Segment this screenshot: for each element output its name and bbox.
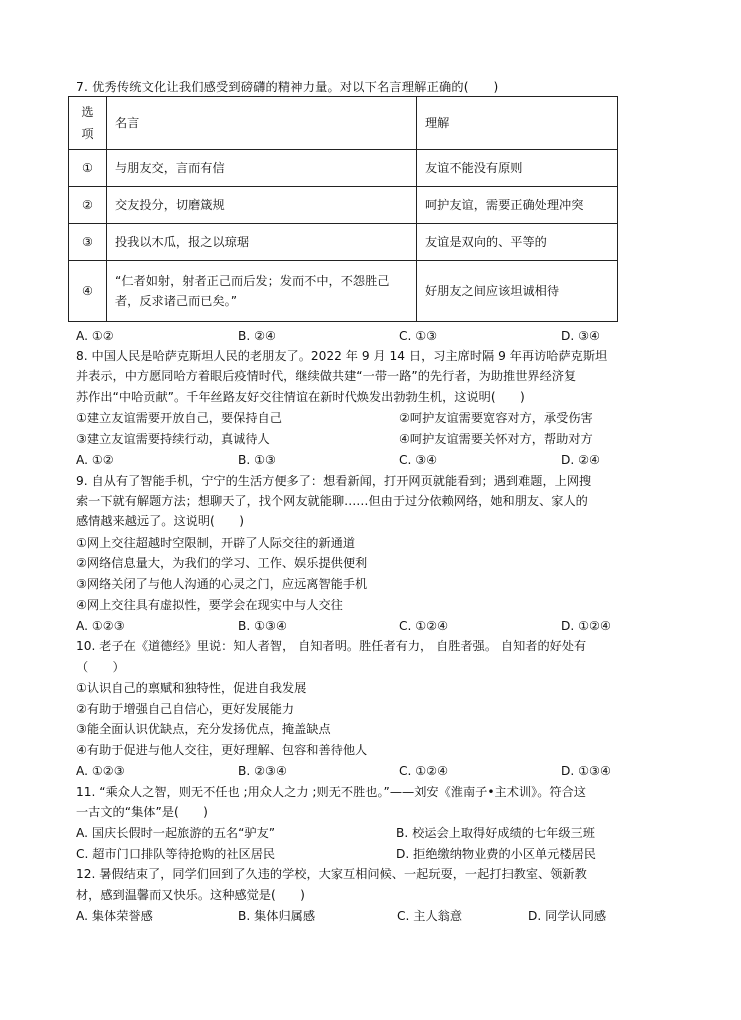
option-b[interactable]: B. ②④ — [238, 329, 276, 343]
option-c[interactable]: C. ①③ — [399, 329, 438, 343]
row-option: ② — [69, 187, 107, 224]
option-a[interactable]: A. 国庆长假时一起旅游的五名“驴友” — [76, 826, 276, 840]
header-understanding: 理解 — [417, 97, 618, 150]
question-9-statement-1: ①网上交往超越时空限制，开辟了人际交往的新通道 — [76, 536, 356, 550]
option-c[interactable]: C. 主人翁意 — [397, 909, 463, 923]
question-11-line-1: 11. “乘众人之智，则无不任也 ;用众人之力 ;则无不胜也。”——刘安《淮南子•主术训》。符合这 — [76, 785, 586, 799]
question-8-line-3: 苏作出“中哈贡献”。千年丝路友好交往情谊在新时代焕发出勃勃生机，这说明( ) — [76, 390, 525, 404]
row-quote: 投我以木瓜，报之以琼琚 — [107, 224, 417, 261]
option-b[interactable]: B. 集体归属感 — [238, 909, 316, 923]
row-option: ① — [69, 150, 107, 187]
table-row — [69, 187, 618, 224]
table-row — [69, 261, 618, 322]
question-11-line-2: 一古文的“集体”是( ) — [76, 805, 208, 819]
question-8-statements-row-1 — [76, 410, 676, 426]
option-a[interactable]: A. ①② — [76, 453, 114, 467]
row-option: ③ — [69, 224, 107, 261]
option-d[interactable]: D. ③④ — [561, 329, 600, 343]
question-12-line-2: 材，感到温馨而又快乐。这种感觉是( ) — [76, 888, 305, 902]
row-understanding: 好朋友之间应该坦诚相待 — [417, 261, 618, 322]
option-d[interactable]: D. 拒绝缴纳物业费的小区单元楼居民 — [396, 847, 596, 861]
question-10-statement-2: ②有助于增强自己自信心，更好发展能力 — [76, 702, 295, 716]
statement-3: ③建立友谊需要持续行动，真诚待人 — [76, 432, 270, 446]
question-7-options — [76, 328, 676, 344]
question-8-line-2: 并表示，中方愿同哈方着眼后疫情时代，继续做共建“一带一路”的先行者，为助推世界经济复 — [76, 369, 577, 383]
row-quote: 交友投分，切磨箴规 — [107, 187, 417, 224]
option-b[interactable]: B. ①③ — [238, 453, 276, 467]
question-10-line-1: 10. 老子在《道德经》里说：知人者智， 自知者明。胜任者有力， 自胜者强。 自知者的好处有 — [76, 639, 587, 653]
row-quote: “仁者如射，射者正己而后发；发而不中，不怨胜己者，反求诸己而已矣。” — [107, 261, 417, 322]
table-row — [69, 224, 618, 261]
question-9-statement-2: ②网络信息量大，为我们的学习、工作、娱乐提供便利 — [76, 556, 368, 570]
option-a[interactable]: A. ①②③ — [76, 764, 125, 778]
question-10-statement-1: ①认识自己的禀赋和独特性，促进自我发展 — [76, 681, 307, 695]
option-d[interactable]: D. 同学认同感 — [528, 909, 607, 923]
option-b[interactable]: B. ①③④ — [238, 619, 287, 633]
question-10-statement-4: ④有助于促进与他人交往，更好理解、包容和善待他人 — [76, 743, 368, 757]
question-9-options — [76, 618, 676, 634]
question-9-statement-3: ③网络关闭了与他人沟通的心灵之门，应远离智能手机 — [76, 577, 368, 591]
option-d[interactable]: D. ①②④ — [561, 619, 611, 633]
question-10-options — [76, 763, 676, 779]
row-understanding: 呵护友谊，需要正确处理冲突 — [417, 187, 618, 224]
option-b[interactable]: B. 校运会上取得好成绩的七年级三班 — [396, 826, 595, 840]
question-8-statements-row-2 — [76, 431, 676, 447]
statement-1: ①建立友谊需要开放自己，要保持自己 — [76, 411, 282, 425]
row-understanding: 友谊不能没有原则 — [417, 150, 618, 187]
option-a[interactable]: A. ①②③ — [76, 619, 125, 633]
question-7-stem: 7. 优秀传统文化让我们感受到磅礴的精神力量。对以下名言理解正确的( ) — [76, 80, 499, 94]
question-12-line-1: 12. 暑假结束了，同学们回到了久违的学校，大家互相问候、一起玩耍，一起打扫教室、领新教 — [76, 867, 587, 881]
row-option: ④ — [69, 261, 107, 322]
table-header-row — [69, 97, 618, 150]
option-c[interactable]: C. ①②④ — [399, 764, 449, 778]
statement-2: ②呵护友谊需要宽容对方，承受伤害 — [399, 411, 593, 425]
row-quote: 与朋友交，言而有信 — [107, 150, 417, 187]
question-9-line-1: 9. 自从有了智能手机，宁宁的生活方便多了：想看新闻，打开网页就能看到；遇到难题，上网搜 — [76, 474, 592, 488]
question-11-options-row-1 — [76, 825, 676, 841]
option-c[interactable]: C. ③④ — [399, 453, 438, 467]
option-d[interactable]: D. ①③④ — [561, 764, 611, 778]
question-9-statement-4: ④网上交往具有虚拟性，要学会在现实中与人交往 — [76, 598, 343, 612]
quote-table — [68, 96, 618, 322]
question-8-line-1: 8. 中国人民是哈萨克斯坦人民的老朋友了。2022 年 9 月 14 日，习主席时隔 9 年再访哈萨克斯坦 — [76, 349, 608, 363]
question-12-options — [76, 908, 676, 924]
question-9-line-2: 索一下就有解题方法；想聊天了，找个网友就能聊……但由于过分依赖网络，她和朋友、家人的 — [76, 494, 588, 508]
option-b[interactable]: B. ②③④ — [238, 764, 287, 778]
table-row — [69, 150, 618, 187]
statement-4: ④呵护友谊需要关怀对方，帮助对方 — [399, 432, 593, 446]
row-understanding: 友谊是双向的、平等的 — [417, 224, 618, 261]
header-quote: 名言 — [107, 97, 417, 150]
question-8-options — [76, 452, 676, 468]
option-a[interactable]: A. 集体荣誉感 — [76, 909, 153, 923]
option-c[interactable]: C. ①②④ — [399, 619, 449, 633]
question-10-statement-3: ③能全面认识优缺点，充分发扬优点，掩盖缺点 — [76, 722, 331, 736]
question-9-line-3: 感情越来越远了。这说明( ) — [76, 514, 244, 528]
question-11-options-row-2 — [76, 846, 676, 862]
option-c[interactable]: C. 超市门口排队等待抢购的社区居民 — [76, 847, 276, 861]
header-option: 选项 — [69, 97, 107, 150]
question-10-line-2: （ ） — [76, 660, 125, 674]
option-a[interactable]: A. ①② — [76, 329, 114, 343]
option-d[interactable]: D. ②④ — [561, 453, 600, 467]
